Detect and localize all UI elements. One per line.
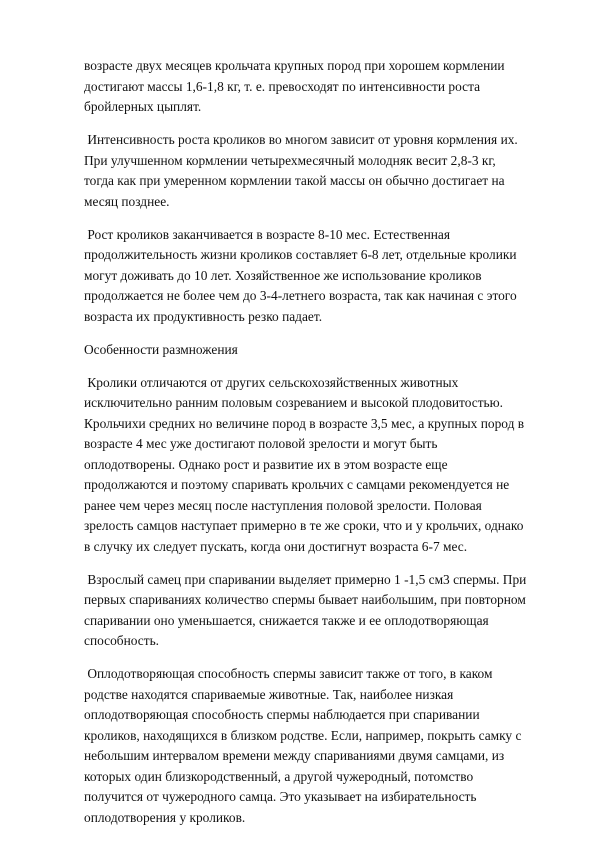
text-line: кроликов, находящихся в близком родстве. Если, например, покрыть самку с [84,727,522,743]
text-line: При улучшенном кормлении четырехмесячный молодняк весит 2,8-3 кг, [84,152,496,168]
text-line: могут доживать до 10 лет. Хозяйственное же использование кроликов [84,267,482,283]
text-line: оплодотворяющая способность спермы наблюдается при спаривании [84,707,480,722]
text-line: родстве находятся спариваемые животные. Так, наиболее низкая [84,686,454,702]
text-line: возрасте 4 мес уже достигают половой зрелости и могут быть [84,436,438,451]
text-line: в случку их следует пускать, когда они достигнут возраста 6-7 мес. [84,538,468,554]
text-line: возраста их продуктивность резко падает. [84,308,323,324]
paragraph [84,664,564,828]
text-line: получится от чужеродного самца. Это указывает на избирательность [84,789,477,804]
paragraph [84,225,564,328]
paragraph [84,56,564,118]
paragraph [84,130,564,212]
document-body [84,56,564,841]
text-line: тогда как при умеренном кормлении такой массы он обычно достигает на [84,173,505,188]
text-line: месяц позднее. [84,193,170,209]
text-line: продолжительность жизни кроликов составляет 6-8 лет, отдельные кролики [84,247,517,262]
text-line: Взрослый самец при спаривании выделяет примерно 1 -1,5 см3 спермы. При [84,571,527,587]
text-line: которых один близкородственный, а другой чужеродный, потомство [84,768,474,784]
section-heading-text: Особенности размножения [84,341,238,357]
text-line: ранее чем через месяц после наступления половой зрелости. Половая [84,497,482,513]
text-line: оплодотворены. Однако рост и развитие их в этом возрасте еще [84,456,448,472]
text-line: Рост кроликов заканчивается в возрасте 8-10 мес. Естественная [84,226,450,242]
text-line: Крольчихи средних но величине пород в возрасте 3,5 мес, а крупных пород в [84,415,525,431]
text-line: Кролики отличаются от других сельскохозяйственных животных [84,374,459,390]
text-line: бройлерных цыплят. [84,99,202,114]
section-heading [84,340,564,361]
text-line: возрасте двух месяцев крольчата крупных пород при хорошем кормлении [84,58,505,73]
text-line: продолжается не более чем до 3-4-летнего возраста, так как начиная с этого [84,288,517,303]
paragraph [84,570,564,652]
text-line: Оплодотворяющая способность спермы зависит также от того, в каком [84,666,493,681]
text-line: небольшим интервалом времени между спариваниями двумя самцами, из [84,748,505,763]
text-line: спаривании оно уменьшается, снижается также и ее оплодотворяющая [84,612,489,628]
text-line: Интенсивность роста кроликов во многом зависит от уровня кормления их. [84,132,518,147]
paragraph [84,373,564,558]
text-line: способность. [84,633,160,648]
text-line: зрелость самцов наступает примерно в те же сроки, что и у крольчих, однако [84,518,524,533]
text-line: продолжаются и поэтому спаривать крольчих с самцами рекомендуется не [84,477,510,492]
text-line: оплодотворения у кроликов. [84,809,246,825]
text-line: достигают массы 1,6-1,8 кг, т. е. превосходят по интенсивности роста [84,78,481,94]
text-line: первых спариваниях количество спермы бывает наибольшим, при повторном [84,592,526,607]
text-line: исключительно ранним половым созреванием и высокой плодовитостью. [84,395,504,410]
